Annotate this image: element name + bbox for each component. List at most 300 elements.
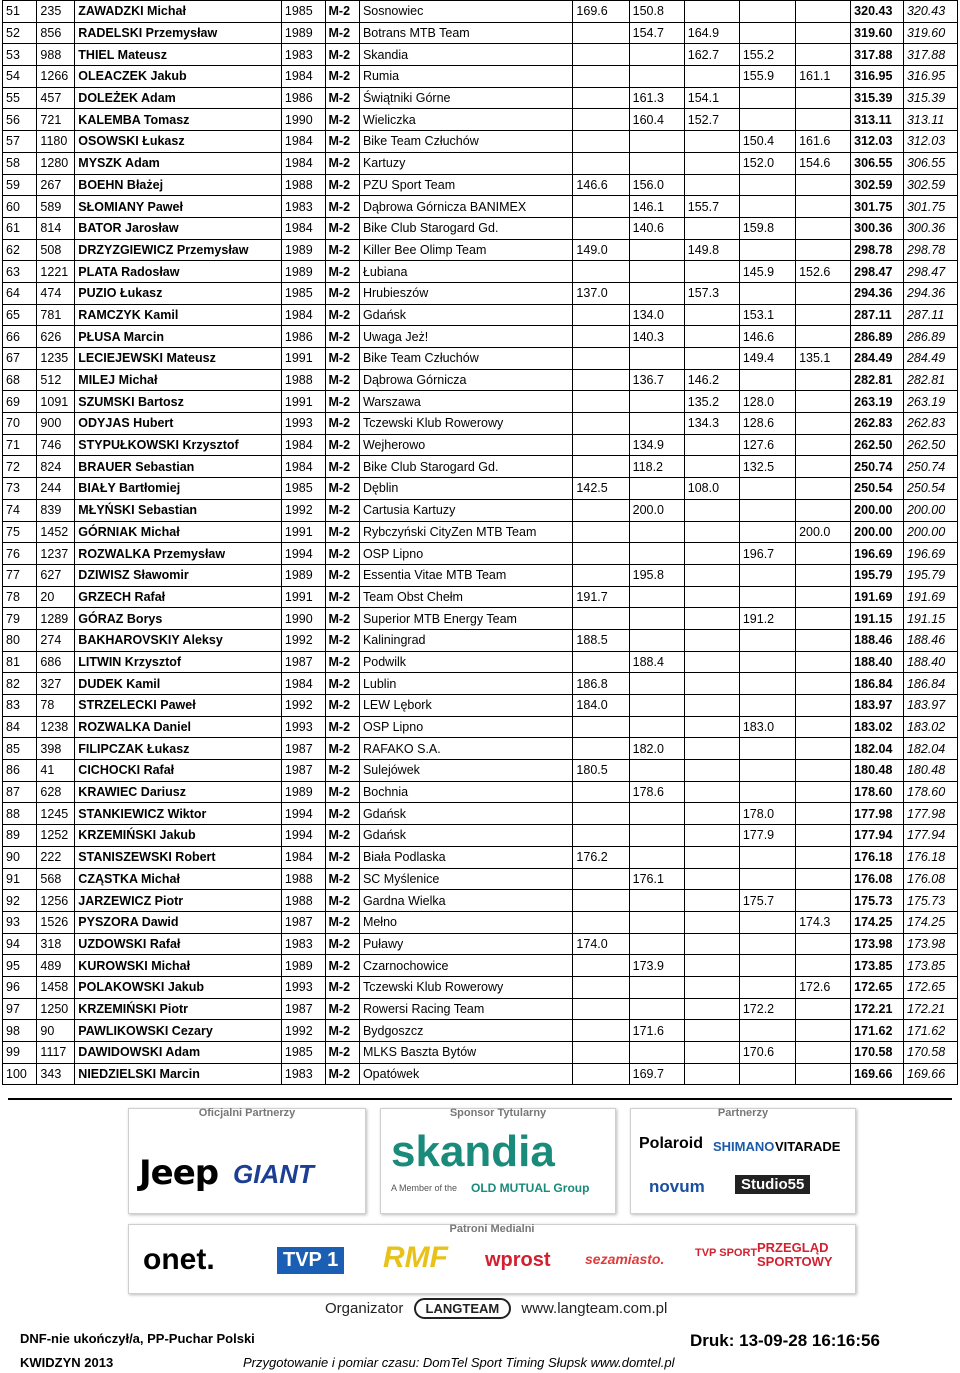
cell-name: PŁUSA Marcin (75, 326, 282, 348)
table-row (3, 456, 958, 478)
cell-total: 319.60 (851, 22, 904, 44)
cell-club: Dąbrowa Górnicza (359, 369, 572, 391)
cell-race-1 (573, 890, 629, 912)
cell-race-2: 169.7 (629, 1063, 684, 1085)
cell-bib: 626 (37, 326, 75, 348)
table-row (3, 22, 958, 44)
cell-year: 1983 (281, 1063, 325, 1085)
cell-race-3 (684, 434, 739, 456)
cell-category: M-2 (325, 1063, 359, 1085)
cell-total: 171.62 (851, 1020, 904, 1042)
cell-race-4: 177.9 (739, 825, 795, 847)
cell-club: MLKS Baszta Bytów (359, 1042, 572, 1064)
cell-category: M-2 (325, 87, 359, 109)
cell-race-3 (684, 933, 739, 955)
cell-total-italic: 302.59 (903, 174, 957, 196)
cell-name: LECIEJEWSKI Mateusz (75, 348, 282, 370)
cell-club: Team Obst Chełm (359, 586, 572, 608)
cell-race-1 (573, 109, 629, 131)
cell-place: 85 (3, 738, 37, 760)
cell-club: Rybczyński CityZen MTB Team (359, 521, 572, 543)
cell-name: DZIWISZ Sławomir (75, 564, 282, 586)
cell-place: 83 (3, 695, 37, 717)
cell-total-italic: 313.11 (903, 109, 957, 131)
cell-total-italic: 262.83 (903, 413, 957, 435)
cell-category: M-2 (325, 890, 359, 912)
cell-name: KUROWSKI Michał (75, 955, 282, 977)
cell-total-italic: 195.79 (903, 564, 957, 586)
cell-race-2: 195.8 (629, 564, 684, 586)
cell-bib: 1117 (37, 1042, 75, 1064)
cell-race-5 (796, 781, 851, 803)
cell-race-4: 155.9 (739, 66, 795, 88)
cell-race-1 (573, 738, 629, 760)
cell-race-5 (796, 629, 851, 651)
cell-year: 1985 (281, 1, 325, 23)
cell-place: 57 (3, 131, 37, 153)
cell-race-5 (796, 44, 851, 66)
cell-club: Łubiana (359, 261, 572, 283)
cell-race-4: 191.2 (739, 608, 795, 630)
cell-place: 91 (3, 868, 37, 890)
cell-year: 1989 (281, 261, 325, 283)
cell-club: Skandia (359, 44, 572, 66)
tvp1-logo: TVP 1 (277, 1247, 344, 1274)
cell-race-2 (629, 348, 684, 370)
cell-race-2 (629, 608, 684, 630)
cell-category: M-2 (325, 716, 359, 738)
skandia-sub-text: A Member of the (391, 1183, 458, 1193)
cell-race-4 (739, 586, 795, 608)
cell-bib: 721 (37, 109, 75, 131)
cell-race-4: 145.9 (739, 261, 795, 283)
cell-category: M-2 (325, 521, 359, 543)
cell-race-1 (573, 326, 629, 348)
cell-name: ODYJAS Hubert (75, 413, 282, 435)
cell-race-3 (684, 651, 739, 673)
cell-category: M-2 (325, 174, 359, 196)
cell-bib: 1266 (37, 66, 75, 88)
table-row (3, 261, 958, 283)
cell-total-italic: 298.78 (903, 239, 957, 261)
cell-race-2: 156.0 (629, 174, 684, 196)
media-partners-title: Patroni Medialni (449, 1223, 535, 1235)
cell-race-2: 150.8 (629, 1, 684, 23)
cell-race-2 (629, 152, 684, 174)
cell-total: 250.54 (851, 478, 904, 500)
cell-race-3 (684, 760, 739, 782)
cell-place: 65 (3, 304, 37, 326)
separator-line (8, 1098, 952, 1100)
cell-race-1 (573, 131, 629, 153)
cell-category: M-2 (325, 478, 359, 500)
cell-race-1: 184.0 (573, 695, 629, 717)
cell-race-3 (684, 586, 739, 608)
cell-place: 89 (3, 825, 37, 847)
cell-race-1 (573, 1063, 629, 1085)
cell-race-5 (796, 369, 851, 391)
cell-race-5 (796, 803, 851, 825)
cell-place: 70 (3, 413, 37, 435)
cell-bib: 1289 (37, 608, 75, 630)
cell-race-3 (684, 695, 739, 717)
cell-total-italic: 191.15 (903, 608, 957, 630)
cell-race-4 (739, 955, 795, 977)
cell-place: 95 (3, 955, 37, 977)
cell-bib: 628 (37, 781, 75, 803)
cell-name: LITWIN Krzysztof (75, 651, 282, 673)
cell-race-4 (739, 760, 795, 782)
cell-bib: 20 (37, 586, 75, 608)
cell-bib: 489 (37, 955, 75, 977)
vitarade-logo: VITARADE (775, 1139, 841, 1154)
cell-race-5 (796, 413, 851, 435)
cell-race-3 (684, 304, 739, 326)
cell-category: M-2 (325, 239, 359, 261)
cell-total: 183.97 (851, 695, 904, 717)
cell-name: KRZEMIŃSKI Piotr (75, 998, 282, 1020)
langteam-logo: LANGTEAM (414, 1298, 512, 1319)
cell-total: 195.79 (851, 564, 904, 586)
cell-race-5 (796, 282, 851, 304)
cell-name: DRZYZGIEWICZ Przemysław (75, 239, 282, 261)
table-row (3, 348, 958, 370)
cell-race-1 (573, 261, 629, 283)
cell-bib: 267 (37, 174, 75, 196)
cell-total: 317.88 (851, 44, 904, 66)
table-row (3, 131, 958, 153)
cell-race-4 (739, 1020, 795, 1042)
cell-club: Warszawa (359, 391, 572, 413)
table-row (3, 1042, 958, 1064)
cell-race-4: 153.1 (739, 304, 795, 326)
cell-club: Bike Club Starogard Gd. (359, 456, 572, 478)
cell-bib: 1252 (37, 825, 75, 847)
cell-place: 59 (3, 174, 37, 196)
cell-year: 1988 (281, 890, 325, 912)
table-row (3, 1020, 958, 1042)
cell-total: 302.59 (851, 174, 904, 196)
cell-year: 1987 (281, 738, 325, 760)
table-row (3, 629, 958, 651)
cell-name: FILIPCZAK Łukasz (75, 738, 282, 760)
cell-race-2 (629, 673, 684, 695)
cell-name: BAKHAROVSKIY Aleksy (75, 629, 282, 651)
cell-year: 1990 (281, 608, 325, 630)
cell-total: 286.89 (851, 326, 904, 348)
table-row (3, 44, 958, 66)
cell-race-3 (684, 1063, 739, 1085)
cell-race-4 (739, 239, 795, 261)
cell-year: 1993 (281, 413, 325, 435)
cell-club: Bike Team Człuchów (359, 348, 572, 370)
cell-place: 68 (3, 369, 37, 391)
cell-race-1: 188.5 (573, 629, 629, 651)
cell-total-italic: 188.40 (903, 651, 957, 673)
cell-bib: 988 (37, 44, 75, 66)
cell-race-2 (629, 261, 684, 283)
cell-bib: 474 (37, 282, 75, 304)
cell-race-4 (739, 1, 795, 23)
cell-race-1 (573, 651, 629, 673)
cell-year: 1987 (281, 911, 325, 933)
cell-total: 178.60 (851, 781, 904, 803)
cell-race-2: 134.0 (629, 304, 684, 326)
cell-race-3 (684, 955, 739, 977)
cell-race-1 (573, 998, 629, 1020)
cell-place: 56 (3, 109, 37, 131)
cell-race-1 (573, 44, 629, 66)
cell-year: 1994 (281, 825, 325, 847)
table-row (3, 1, 958, 23)
cell-total: 316.95 (851, 66, 904, 88)
cell-race-5 (796, 955, 851, 977)
cell-total: 262.83 (851, 413, 904, 435)
cell-race-5 (796, 564, 851, 586)
cell-total-italic: 176.18 (903, 846, 957, 868)
cell-race-3: 157.3 (684, 282, 739, 304)
table-row (3, 651, 958, 673)
cell-bib: 1091 (37, 391, 75, 413)
cell-race-4: 150.4 (739, 131, 795, 153)
cell-category: M-2 (325, 131, 359, 153)
cell-place: 63 (3, 261, 37, 283)
footer-timing-credit: Przygotowanie i pomiar czasu: DomTel Sport Timing Słupsk www.domtel.pl (243, 1355, 675, 1370)
cell-race-2: 118.2 (629, 456, 684, 478)
cell-name: DAWIDOWSKI Adam (75, 1042, 282, 1064)
cell-year: 1992 (281, 499, 325, 521)
cell-total-italic: 183.97 (903, 695, 957, 717)
cell-place: 81 (3, 651, 37, 673)
cell-race-2: 140.6 (629, 217, 684, 239)
cell-category: M-2 (325, 868, 359, 890)
table-row (3, 326, 958, 348)
cell-total: 298.47 (851, 261, 904, 283)
cell-bib: 1526 (37, 911, 75, 933)
cell-bib: 1250 (37, 998, 75, 1020)
cell-name: RADELSKI Przemysław (75, 22, 282, 44)
cell-race-1: 146.6 (573, 174, 629, 196)
cell-club: Cartusia Kartuzy (359, 499, 572, 521)
cell-total: 183.02 (851, 716, 904, 738)
cell-club: Wejherowo (359, 434, 572, 456)
cell-total: 188.40 (851, 651, 904, 673)
cell-race-2: 182.0 (629, 738, 684, 760)
cell-category: M-2 (325, 217, 359, 239)
cell-race-2 (629, 413, 684, 435)
cell-name: NIEDZIELSKI Marcin (75, 1063, 282, 1085)
cell-bib: 274 (37, 629, 75, 651)
cell-category: M-2 (325, 564, 359, 586)
cell-race-5: 135.1 (796, 348, 851, 370)
cell-year: 1994 (281, 803, 325, 825)
cell-category: M-2 (325, 629, 359, 651)
cell-club: Rumia (359, 66, 572, 88)
cell-race-2 (629, 825, 684, 847)
cell-race-4 (739, 933, 795, 955)
cell-total-italic: 188.46 (903, 629, 957, 651)
cell-total-italic: 178.60 (903, 781, 957, 803)
cell-race-3 (684, 868, 739, 890)
cell-total: 169.66 (851, 1063, 904, 1085)
cell-year: 1991 (281, 348, 325, 370)
cell-category: M-2 (325, 304, 359, 326)
cell-race-1 (573, 976, 629, 998)
cell-club: Sosnowiec (359, 1, 572, 23)
organizer-line (325, 1298, 667, 1319)
cell-bib: 627 (37, 564, 75, 586)
cell-race-4 (739, 629, 795, 651)
cell-place: 87 (3, 781, 37, 803)
cell-category: M-2 (325, 282, 359, 304)
cell-place: 80 (3, 629, 37, 651)
cell-year: 1992 (281, 695, 325, 717)
cell-total-italic: 263.19 (903, 391, 957, 413)
cell-race-2: 200.0 (629, 499, 684, 521)
cell-race-3 (684, 326, 739, 348)
cell-race-4: 170.6 (739, 1042, 795, 1064)
cell-race-5 (796, 434, 851, 456)
cell-race-2 (629, 66, 684, 88)
table-row (3, 586, 958, 608)
cell-club: Czarnochowice (359, 955, 572, 977)
cell-total: 182.04 (851, 738, 904, 760)
cell-year: 1988 (281, 369, 325, 391)
cell-year: 1985 (281, 282, 325, 304)
cell-bib: 781 (37, 304, 75, 326)
cell-race-3 (684, 890, 739, 912)
cell-race-3 (684, 66, 739, 88)
table-row (3, 781, 958, 803)
cell-name: ZAWADZKI Michał (75, 1, 282, 23)
cell-club: Biała Podlaska (359, 846, 572, 868)
cell-bib: 1221 (37, 261, 75, 283)
official-partners-title: Oficjalni Partnerzy (198, 1107, 296, 1119)
cell-total: 294.36 (851, 282, 904, 304)
cell-total: 186.84 (851, 673, 904, 695)
cell-name: UZDOWSKI Rafał (75, 933, 282, 955)
cell-category: M-2 (325, 391, 359, 413)
cell-race-4 (739, 521, 795, 543)
cell-category: M-2 (325, 1, 359, 23)
cell-race-1 (573, 499, 629, 521)
cell-race-2 (629, 543, 684, 565)
cell-name: MYSZK Adam (75, 152, 282, 174)
cell-bib: 1452 (37, 521, 75, 543)
wprost-logo: wprost (485, 1249, 551, 1271)
cell-race-3 (684, 564, 739, 586)
cell-total-italic: 200.00 (903, 521, 957, 543)
cell-place: 73 (3, 478, 37, 500)
cell-category: M-2 (325, 803, 359, 825)
cell-year: 1983 (281, 44, 325, 66)
cell-name: BATOR Jarosław (75, 217, 282, 239)
cell-race-2 (629, 391, 684, 413)
cell-race-1 (573, 521, 629, 543)
cell-race-3 (684, 738, 739, 760)
sponsors-banner (128, 1108, 856, 1296)
cell-race-2: 140.3 (629, 326, 684, 348)
cell-race-2 (629, 282, 684, 304)
cell-category: M-2 (325, 586, 359, 608)
cell-place: 82 (3, 673, 37, 695)
cell-category: M-2 (325, 1020, 359, 1042)
cell-club: Uwaga Jeż! (359, 326, 572, 348)
cell-race-3: 155.7 (684, 196, 739, 218)
cell-race-4: 183.0 (739, 716, 795, 738)
cell-race-4: 175.7 (739, 890, 795, 912)
cell-total: 263.19 (851, 391, 904, 413)
cell-bib: 1280 (37, 152, 75, 174)
cell-name: KRZEMIŃSKI Jakub (75, 825, 282, 847)
cell-bib: 900 (37, 413, 75, 435)
cell-total-italic: 170.58 (903, 1042, 957, 1064)
cell-total-italic: 182.04 (903, 738, 957, 760)
cell-name: OLEACZEK Jakub (75, 66, 282, 88)
cell-race-2: 178.6 (629, 781, 684, 803)
cell-total-italic: 320.43 (903, 1, 957, 23)
cell-total-italic: 262.50 (903, 434, 957, 456)
cell-place: 55 (3, 87, 37, 109)
table-row (3, 976, 958, 998)
cell-total-italic: 306.55 (903, 152, 957, 174)
cell-bib: 814 (37, 217, 75, 239)
cell-club: Killer Bee Olimp Team (359, 239, 572, 261)
cell-race-2 (629, 998, 684, 1020)
cell-total-italic: 282.81 (903, 369, 957, 391)
cell-place: 64 (3, 282, 37, 304)
cell-club: Wieliczka (359, 109, 572, 131)
cell-total-italic: 284.49 (903, 348, 957, 370)
cell-category: M-2 (325, 1042, 359, 1064)
cell-name: MILEJ Michał (75, 369, 282, 391)
cell-race-1 (573, 87, 629, 109)
cell-total: 177.98 (851, 803, 904, 825)
cell-year: 1985 (281, 1042, 325, 1064)
cell-total-italic: 177.98 (903, 803, 957, 825)
cell-total: 176.08 (851, 868, 904, 890)
cell-total: 172.65 (851, 976, 904, 998)
cell-race-5 (796, 391, 851, 413)
cell-total: 173.85 (851, 955, 904, 977)
cell-race-1 (573, 825, 629, 847)
cell-race-1 (573, 1020, 629, 1042)
cell-race-2 (629, 911, 684, 933)
cell-club: Tczewski Klub Rowerowy (359, 413, 572, 435)
cell-place: 52 (3, 22, 37, 44)
cell-total: 262.50 (851, 434, 904, 456)
cell-race-1 (573, 1042, 629, 1064)
cell-race-3: 149.8 (684, 239, 739, 261)
cell-name: BOEHN Błażej (75, 174, 282, 196)
cell-race-5 (796, 695, 851, 717)
cell-total-italic: 316.95 (903, 66, 957, 88)
cell-race-1 (573, 369, 629, 391)
cell-race-5 (796, 825, 851, 847)
cell-year: 1984 (281, 846, 325, 868)
cell-club: Kaliningrad (359, 629, 572, 651)
title-sponsor-title: Sponsor Tytularny (449, 1107, 547, 1119)
cell-club: Gdańsk (359, 803, 572, 825)
cell-club: Opatówek (359, 1063, 572, 1085)
cell-place: 58 (3, 152, 37, 174)
cell-bib: 41 (37, 760, 75, 782)
cell-place: 94 (3, 933, 37, 955)
cell-category: M-2 (325, 543, 359, 565)
cell-bib: 589 (37, 196, 75, 218)
cell-place: 99 (3, 1042, 37, 1064)
footer-event: KWIDZYN 2013 (20, 1355, 114, 1370)
